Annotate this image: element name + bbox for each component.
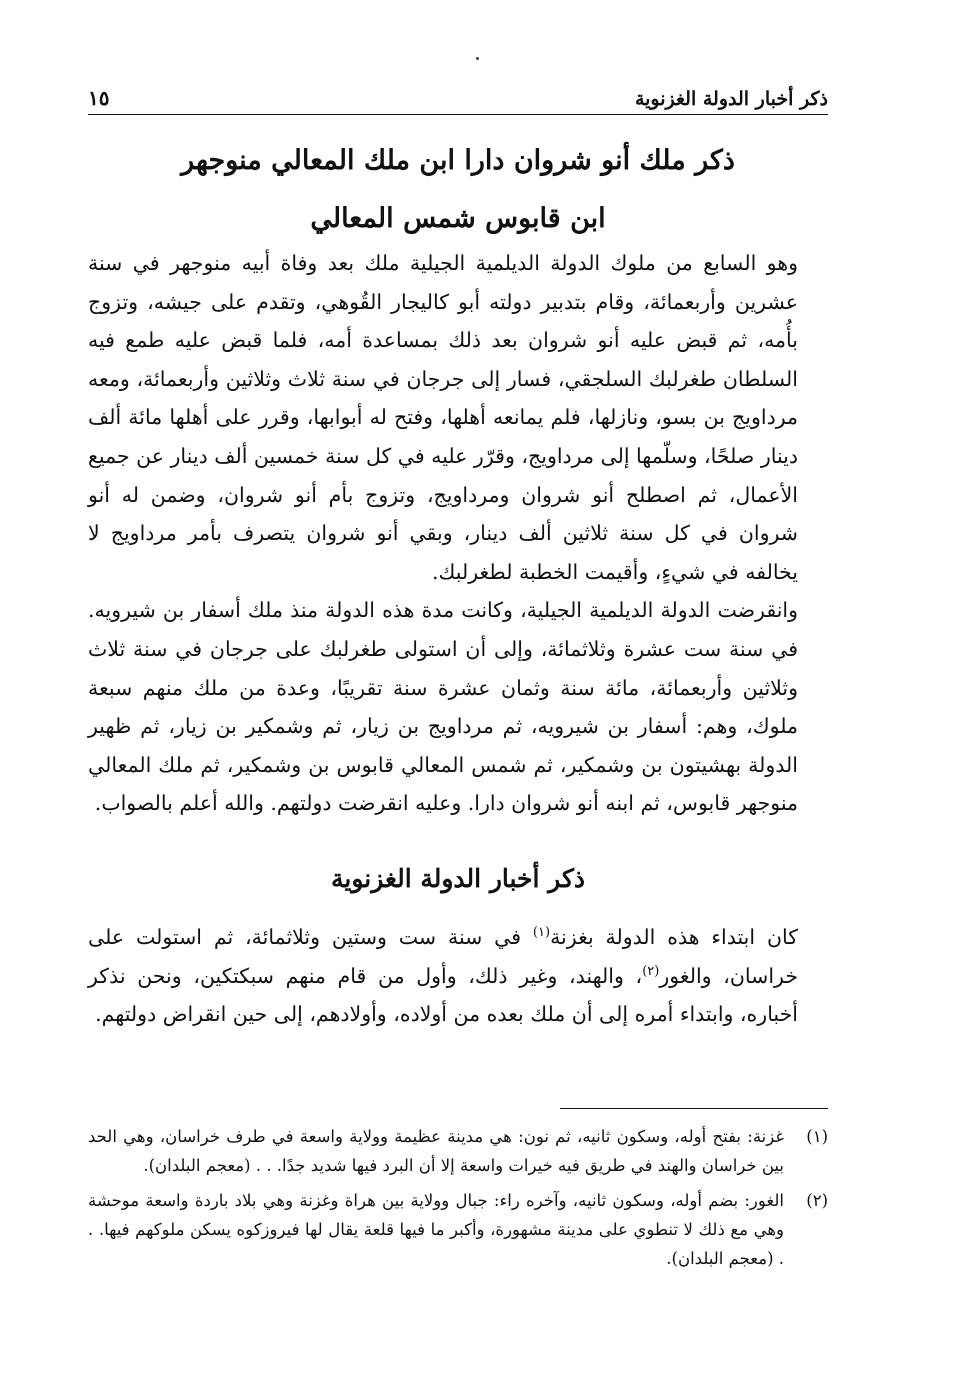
footnote-separator — [560, 1108, 828, 1109]
footnote-number: (٢) — [806, 1191, 828, 1210]
paragraph-3 — [88, 918, 828, 1034]
footnote-1 — [88, 1122, 828, 1180]
paragraph-2: وانقرضت الدولة الديلمية الجيلية، وكانت مدة هذه الدولة منذ ملك أسفار بن شيرويه. في سنة ست عشرة وثلاثمائة، وإلى أن استولى طغرلبك على جرجان في سنة ثلاث وثلاثين وأربعمائة، مائة سنة وثمان عشرة سنة تقريبًا، وعدة من ملك منهم سبعة ملوك، وهم: أسفار بن شيرويه، ثم مرداويج بن زيار، ثم وشمكير بن زيار، ثم ظهير الدولة بهشيتون بن وشمكير، ثم شمس المعالي قابوس بن وشمكير، ثم ملك المعالي منوجهر قابوس، ثم ابنه أنو شروان دارا. وعليه انقرضت دولتهم. والله أعلم بالصواب. — [88, 598, 798, 816]
page-number: ١٥ — [88, 86, 110, 110]
book-page — [88, 0, 828, 1381]
running-header — [88, 76, 828, 115]
footnote-ref-2[interactable]: (٢) — [642, 963, 660, 979]
footnote-2 — [88, 1186, 828, 1273]
section-2-body — [88, 918, 828, 1034]
footnotes — [88, 1122, 828, 1279]
footnote-text: غزنة: بفتح أوله، وسكون ثانيه، ثم نون: هي مدينة عظيمة وولاية واسعة في طرف خراسان، وهي الحد بين خراسان والهند في طريق فيه خيرات واسعة إلا أن البرد فيها شديد جدًا. . . (معجم البلدان). — [88, 1127, 784, 1175]
chapter-title-line-2: ابن قابوس شمس المعالي — [310, 203, 606, 234]
paragraph-3-part-3: ، والهند، وغير ذلك، وأول من قام منهم سبكتكين، ونحن نذكر أخباره، وابتداء أمره إلى أن ملك بعده من أولاده، وأولادهم، إلى حين انقراض دولتهم. — [88, 963, 798, 1027]
paragraph-3-part-1: كان ابتداء هذه الدولة بغزنة — [550, 925, 798, 949]
footnote-number: (١) — [806, 1127, 828, 1146]
section-1-body — [88, 244, 828, 823]
footnote-ref-1[interactable]: (١) — [532, 925, 551, 941]
section-heading: ذكر أخبار الدولة الغزنوية — [330, 864, 585, 893]
paragraph-3-part-2: في سنة ست وستين وثلاثمائة، ثم استولت على خراسان، والغور — [88, 925, 798, 988]
footnote-text: الغور: بضم أوله، وسكون ثانيه، وآخره راء: جبال وولاية بين هراة وغزنة وهي بلاد باردة واسعة موحشة وهي مع ذلك لا تنطوي على مدينة مشهورة، وأكبر ما فيها قلعة يقال لها فيروزكوه يسكن ملوكهم فيها. . . (معجم البلدان). — [88, 1191, 784, 1268]
running-title: ذكر أخبار الدولة الغزنوية — [634, 88, 828, 110]
paragraph-1: وهو السابع من ملوك الدولة الديلمية الجيلية ملك بعد وفاة أبيه منوجهر في سنة عشرين وأربعمائة، وقام بتدبير دولته أبو كاليجار القُوهي، وتقدم على جيشه، وتزوج بأُمه، ثم قبض عليه أنو شروان بعد ذلك بمساعدة أمه، فلما قبض عليه طمع فيه السلطان طغرلبك السلجقي، فسار إلى جرجان في سنة ثلاث وثلاثين وأربعمائة، ومعه مرداويج بن بسو، ونازلها، فلم يمانعه أهلها، وفتح له أبوابها، وقرر على أهلها مائة ألف دينار صلحًا، وسلّمها إلى مرداويج، وقرّر عليه في كل سنة خمسين ألف دينار عن جميع الأعمال، ثم اصطلح أنو شروان ومرداويج، وتزوج بأم أنو شروان، وضمن له أنو شروان في كل سنة ثلاثين ألف دينار، وبقي أنو شروان يتصرف بأمر مرداويج لا يخالفه في شيءٍ، وأقيمت الخطبة لطغرلبك. — [88, 251, 798, 584]
chapter-heading — [88, 132, 828, 248]
chapter-title-line-1: ذكر ملك أنو شروان دارا ابن ملك المعالي منوجهر — [181, 145, 735, 176]
